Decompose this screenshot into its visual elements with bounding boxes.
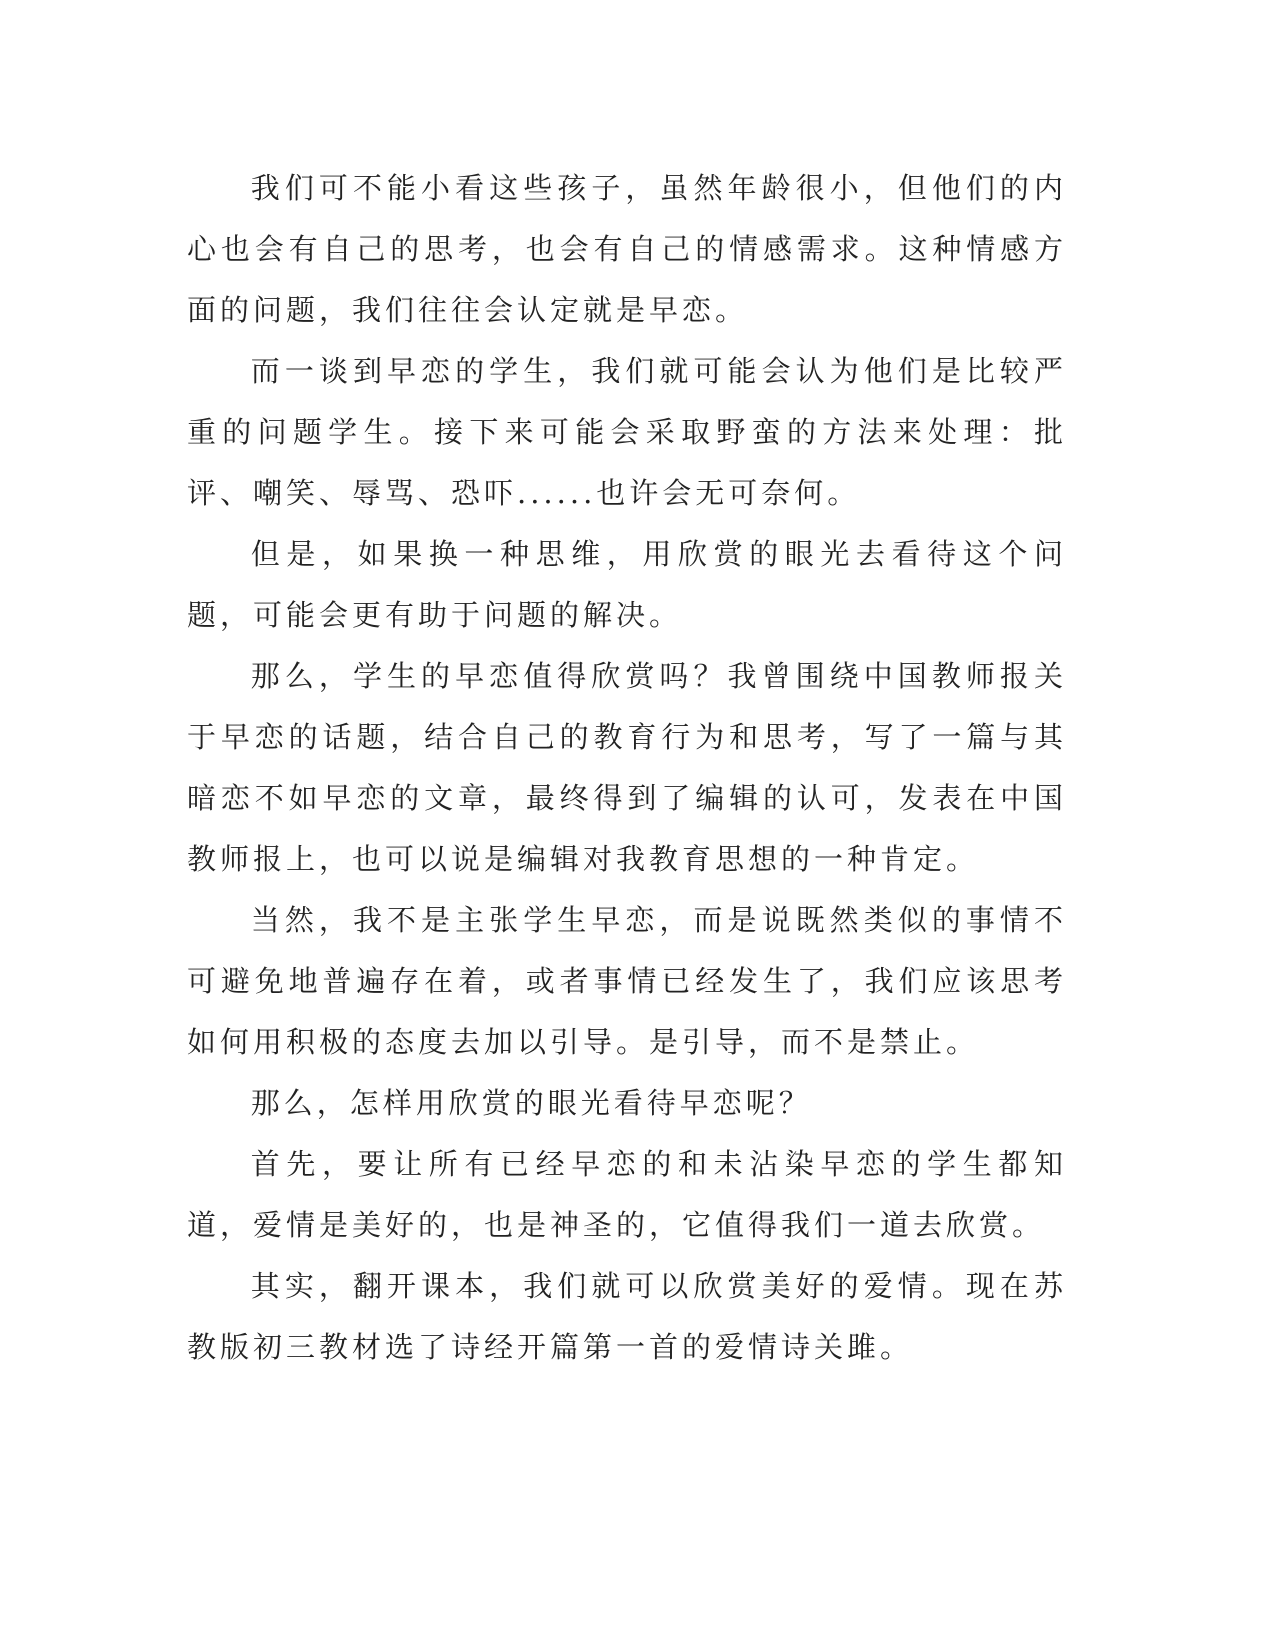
paragraph-3: 但是，如果换一种思维，用欣赏的眼光去看待这个问题，可能会更有助于问题的解决。 (187, 537, 1067, 632)
paragraph-5: 当然，我不是主张学生早恋，而是说既然类似的事情不可避免地普遍存在着，或者事情已经发生了，我们应该思考如何用积极的态度去加以引导。是引导，而不是禁止。 (187, 903, 1067, 1059)
paragraph-7: 首先，要让所有已经早恋的和未沾染早恋的学生都知道，爱情是美好的，也是神圣的，它值得我们一道去欣赏。 (187, 1147, 1067, 1242)
document-body (187, 158, 1067, 1378)
paragraph-8: 其实，翻开课本，我们就可以欣赏美好的爱情。现在苏教版初三教材选了诗经开篇第一首的爱情诗关雎。 (187, 1269, 1067, 1364)
paragraph-4: 那么，学生的早恋值得欣赏吗？我曾围绕中国教师报关于早恋的话题，结合自己的教育行为和思考，写了一篇与其暗恋不如早恋的文章，最终得到了编辑的认可，发表在中国教师报上，也可以说是编辑对我教育思想的一种肯定。 (187, 659, 1067, 876)
paragraph-1: 我们可不能小看这些孩子，虽然年龄很小，但他们的内心也会有自己的思考，也会有自己的情感需求。这种情感方面的问题，我们往往会认定就是早恋。 (187, 171, 1067, 327)
paragraph-6: 那么，怎样用欣赏的眼光看待早恋呢？ (250, 1086, 812, 1120)
paragraph-2: 而一谈到早恋的学生，我们就可能会认为他们是比较严重的问题学生。接下来可能会采取野蛮的方法来处理：批评、嘲笑、辱骂、恐吓......也许会无可奈何。 (187, 354, 1067, 510)
